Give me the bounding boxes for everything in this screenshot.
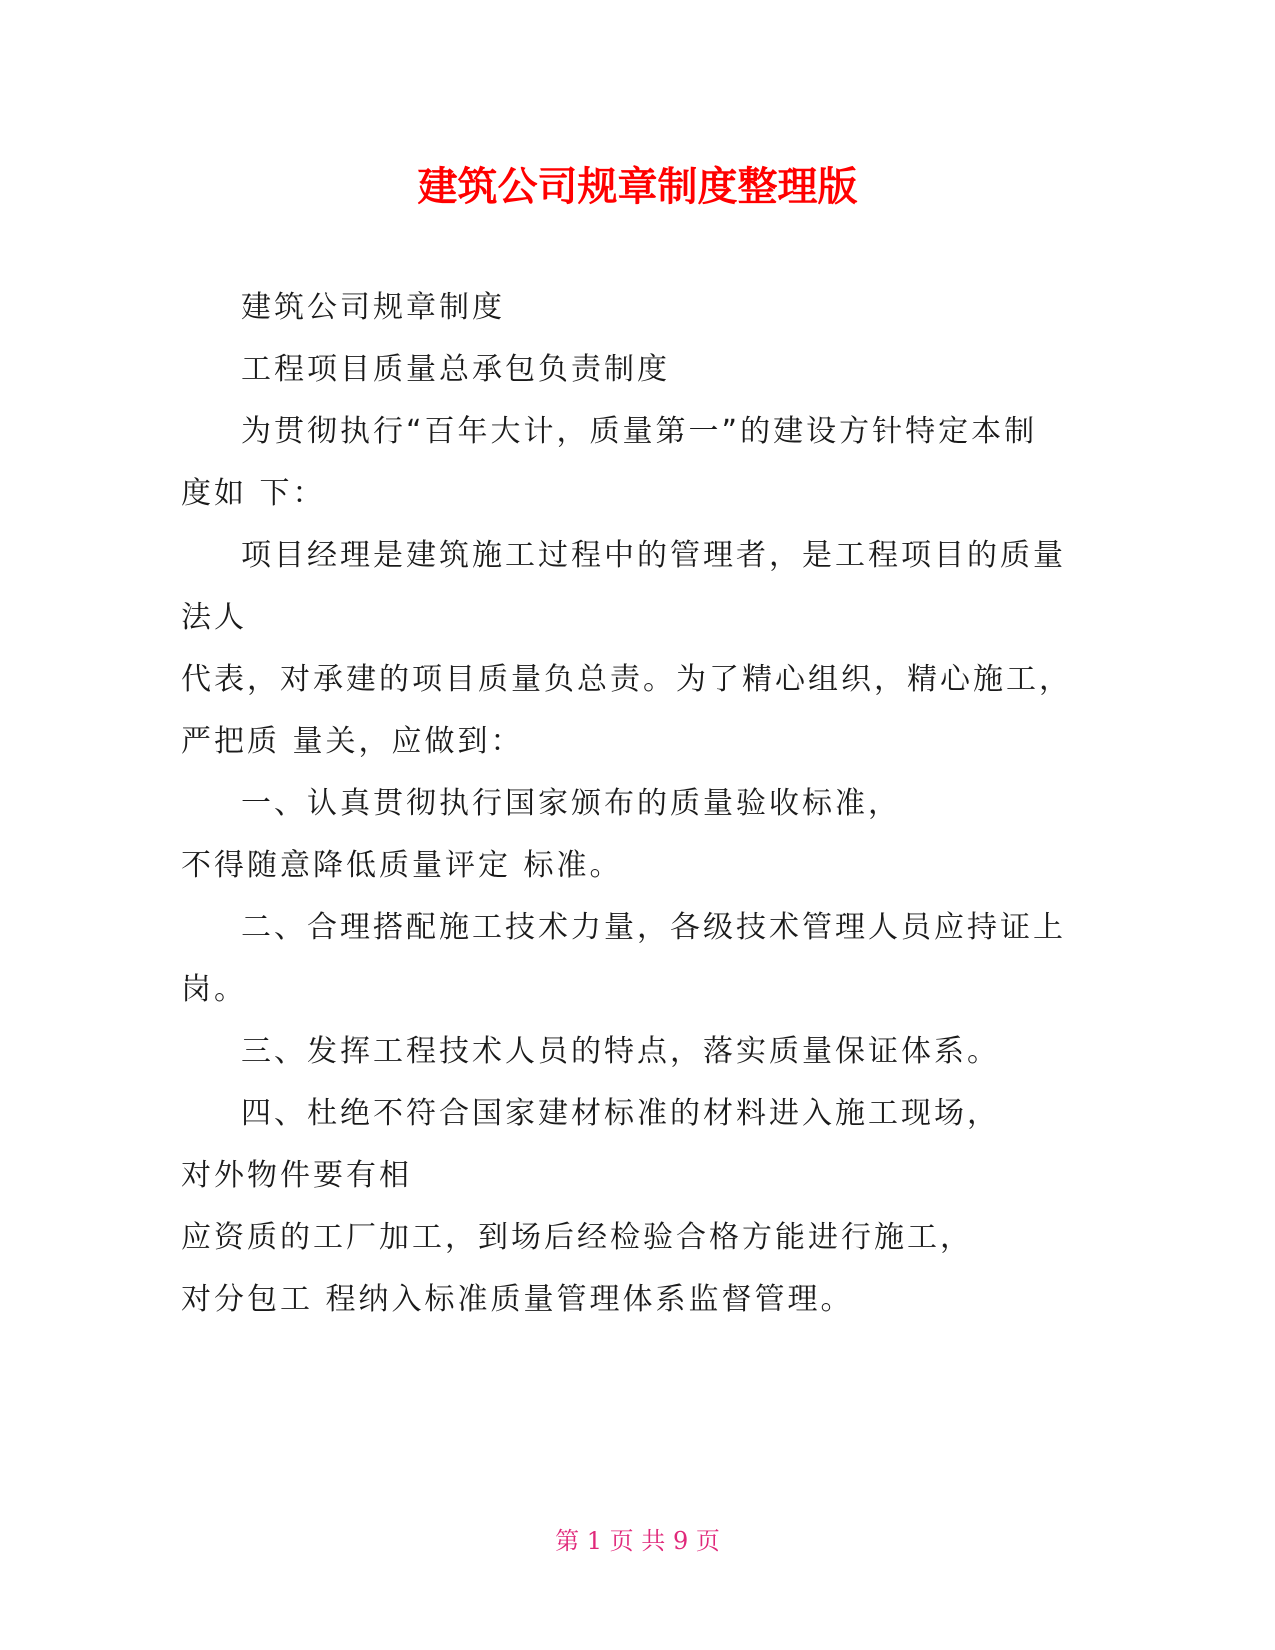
body-line: 二、合理搭配施工技术力量，各级技术管理人员应持证上 — [241, 910, 1066, 945]
body-line: 严把质 量关，应做到： — [181, 724, 524, 759]
body-line: 岗。 — [181, 972, 247, 1007]
body-line: 法人 — [181, 600, 247, 635]
document-title: 建筑公司规章制度整理版 — [417, 164, 858, 210]
page-number-footer: 第 1 页 共 9 页 — [555, 1527, 720, 1555]
body-line: 应资质的工厂加工，到场后经检验合格方能进行施工， — [181, 1220, 973, 1255]
body-line: 对外物件要有相 — [181, 1158, 412, 1193]
body-line: 对分包工 程纳入标准质量管理体系监督管理。 — [181, 1282, 854, 1317]
body-line: 工程项目质量总承包负责制度 — [241, 352, 670, 387]
body-line: 四、杜绝不符合国家建材标准的材料进入施工现场， — [241, 1096, 1000, 1131]
body-line: 不得随意降低质量评定 标准。 — [181, 848, 623, 883]
body-line: 项目经理是建筑施工过程中的管理者，是工程项目的质量 — [241, 538, 1066, 573]
body-line: 三、发挥工程技术人员的特点，落实质量保证体系。 — [241, 1034, 1000, 1069]
body-line: 度如 下： — [181, 476, 326, 511]
body-line: 代表，对承建的项目质量负总责。为了精心组织，精心施工， — [181, 662, 1072, 697]
body-line: 为贯彻执行“百年大计，质量第一”的建设方针特定本制 — [241, 414, 1038, 449]
body-line: 一、认真贯彻执行国家颁布的质量验收标准， — [241, 786, 901, 821]
body-line: 建筑公司规章制度 — [241, 290, 505, 325]
